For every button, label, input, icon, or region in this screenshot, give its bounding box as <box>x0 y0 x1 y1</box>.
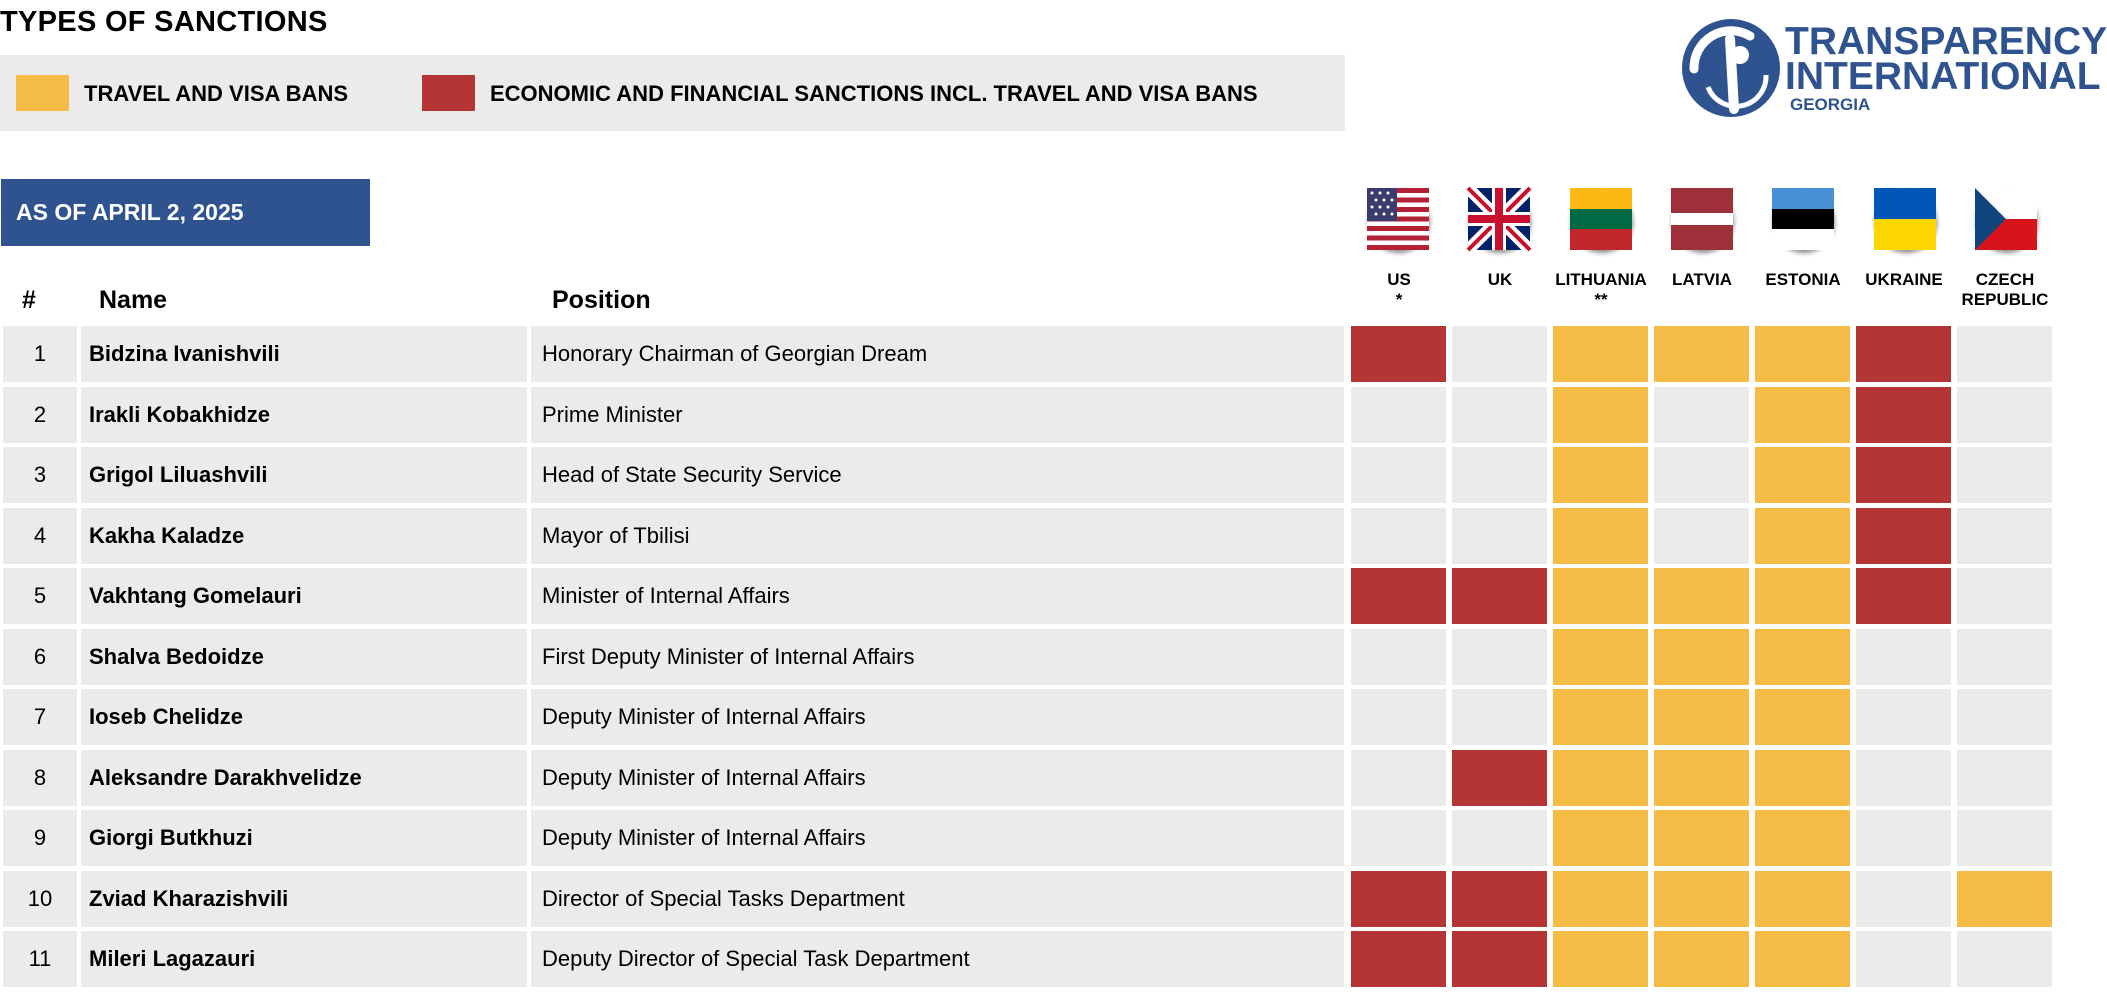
sanction-cell <box>1856 508 1951 564</box>
sanction-cell <box>1351 387 1446 443</box>
sanction-cell <box>1654 508 1749 564</box>
sanction-cell <box>1755 871 1850 927</box>
sanction-cell <box>1957 508 2052 564</box>
sanction-cell <box>1452 871 1547 927</box>
country-label-line1: CZECH <box>1975 270 2035 289</box>
ti-globe-icon <box>1680 17 1782 119</box>
table-row <box>0 447 2060 505</box>
person-position: Mayor of Tbilisi <box>531 508 1344 564</box>
table-row <box>0 629 2060 687</box>
table-row <box>0 750 2060 808</box>
country-label <box>1753 270 1853 290</box>
person-position: Prime Minister <box>531 387 1344 443</box>
sanction-cell <box>1957 750 2052 806</box>
row-number: 9 <box>3 810 77 866</box>
header-position: Position <box>552 286 651 314</box>
person-position: Deputy Minister of Internal Affairs <box>531 689 1344 745</box>
sanction-cell <box>1553 447 1648 503</box>
person-name: Vakhtang Gomelauri <box>81 568 527 624</box>
sanction-cell <box>1351 568 1446 624</box>
sanction-cell <box>1957 689 2052 745</box>
table-row <box>0 689 2060 747</box>
country-label <box>1450 270 1550 290</box>
table-row <box>0 508 2060 566</box>
country-label <box>1652 270 1752 290</box>
person-position: Deputy Minister of Internal Affairs <box>531 750 1344 806</box>
country-label-line1: US <box>1387 270 1411 289</box>
sanction-cell <box>1856 629 1951 685</box>
country-label-line1: UKRAINE <box>1865 270 1943 289</box>
uk-flag-icon <box>1468 188 1530 250</box>
person-name: Kakha Kaladze <box>81 508 527 564</box>
country-label-line2: * <box>1395 290 1403 309</box>
sanction-cell <box>1755 689 1850 745</box>
sanction-cell <box>1351 689 1446 745</box>
row-number: 6 <box>3 629 77 685</box>
sanction-cell <box>1553 568 1648 624</box>
sanction-cell <box>1452 750 1547 806</box>
person-name: Mileri Lagazauri <box>81 931 527 987</box>
row-number: 8 <box>3 750 77 806</box>
sanction-cell <box>1856 931 1951 987</box>
person-position: Honorary Chairman of Georgian Dream <box>531 326 1344 382</box>
sanction-cell <box>1553 689 1648 745</box>
transparency-international-logo <box>1680 17 2107 122</box>
table-row <box>0 326 2060 384</box>
sanction-cell <box>1957 931 2052 987</box>
sanction-cell <box>1957 629 2052 685</box>
sanctions-legend <box>0 55 1345 131</box>
country-label-line1: UK <box>1487 270 1513 289</box>
sanction-cell <box>1654 871 1749 927</box>
sanction-cell <box>1755 326 1850 382</box>
sanction-cell <box>1452 931 1547 987</box>
sanction-cell <box>1351 810 1446 866</box>
person-name: Ioseb Chelidze <box>81 689 527 745</box>
sanction-cell <box>1755 568 1850 624</box>
country-label <box>1955 270 2055 310</box>
travel-ban-label: TRAVEL AND VISA BANS <box>84 81 349 106</box>
sanction-cell <box>1654 447 1749 503</box>
sanction-cell <box>1957 871 2052 927</box>
row-number: 11 <box>3 931 77 987</box>
person-name: Shalva Bedoidze <box>81 629 527 685</box>
sanction-cell <box>1351 629 1446 685</box>
table-row <box>0 931 2060 989</box>
sanction-cell <box>1957 326 2052 382</box>
sanction-cell <box>1856 326 1951 382</box>
sanction-cell <box>1553 750 1648 806</box>
page-title: TYPES OF SANCTIONS <box>0 6 328 38</box>
country-label-line1: LITHUANIA <box>1555 270 1647 289</box>
lithuania-flag-icon <box>1570 188 1632 250</box>
header-name: Name <box>99 286 168 314</box>
row-number: 10 <box>3 871 77 927</box>
sanction-cell <box>1957 568 2052 624</box>
sanction-cell <box>1553 387 1648 443</box>
sanction-cell <box>1856 568 1951 624</box>
sanction-cell <box>1351 871 1446 927</box>
person-position: First Deputy Minister of Internal Affairs <box>531 629 1344 685</box>
sanction-cell <box>1957 447 2052 503</box>
sanction-cell <box>1351 508 1446 564</box>
sanction-cell <box>1856 689 1951 745</box>
person-position: Deputy Minister of Internal Affairs <box>531 810 1344 866</box>
sanction-cell <box>1755 508 1850 564</box>
sanction-cell <box>1957 810 2052 866</box>
sanction-cell <box>1452 810 1547 866</box>
row-number: 7 <box>3 689 77 745</box>
sanction-cell <box>1856 810 1951 866</box>
country-label-line1: ESTONIA <box>1765 270 1841 289</box>
country-label-line1: LATVIA <box>1671 270 1733 289</box>
latvia-flag-icon <box>1671 188 1733 250</box>
sanction-cell <box>1553 871 1648 927</box>
sanction-cell <box>1755 931 1850 987</box>
table-row <box>0 871 2060 929</box>
country-label <box>1551 270 1651 310</box>
sanction-cell <box>1351 326 1446 382</box>
sanction-cell <box>1755 387 1850 443</box>
logo-text-line3: GEORGIA <box>1790 95 1871 114</box>
sanction-cell <box>1654 750 1749 806</box>
country-label <box>1349 270 1449 310</box>
logo-text-line1: TRANSPARENCY <box>1785 20 2107 63</box>
sanction-cell <box>1452 326 1547 382</box>
sanction-cell <box>1553 810 1648 866</box>
sanction-cell <box>1755 629 1850 685</box>
sanction-cell <box>1856 750 1951 806</box>
row-number: 3 <box>3 447 77 503</box>
sanction-cell <box>1452 629 1547 685</box>
sanction-cell <box>1654 931 1749 987</box>
sanction-cell <box>1351 447 1446 503</box>
country-label <box>1854 270 1954 290</box>
sanction-cell <box>1654 568 1749 624</box>
us-flag-icon <box>1367 188 1429 250</box>
date-banner: AS OF APRIL 2, 2025 <box>1 179 370 246</box>
sanction-cell <box>1452 447 1547 503</box>
sanction-cell <box>1452 387 1547 443</box>
sanction-cell <box>1452 508 1547 564</box>
sanction-cell <box>1553 326 1648 382</box>
czech-flag-icon <box>1975 188 2037 250</box>
estonia-flag-icon <box>1772 188 1834 250</box>
person-position: Minister of Internal Affairs <box>531 568 1344 624</box>
row-number: 2 <box>3 387 77 443</box>
sanction-cell <box>1957 387 2052 443</box>
sanction-cell <box>1654 810 1749 866</box>
row-number: 1 <box>3 326 77 382</box>
logo-text-line2: INTERNATIONAL <box>1785 55 2101 98</box>
sanction-cell <box>1755 447 1850 503</box>
sanction-cell <box>1351 750 1446 806</box>
person-position: Head of State Security Service <box>531 447 1344 503</box>
sanction-cell <box>1654 326 1749 382</box>
person-name: Bidzina Ivanishvili <box>81 326 527 382</box>
sanction-cell <box>1856 871 1951 927</box>
ukraine-flag-icon <box>1874 188 1936 250</box>
person-name: Irakli Kobakhidze <box>81 387 527 443</box>
sanction-cell <box>1755 750 1850 806</box>
sanction-cell <box>1654 689 1749 745</box>
sanction-cell <box>1755 810 1850 866</box>
economic-sanctions-label: ECONOMIC AND FINANCIAL SANCTIONS INCL. TRAVEL AND VISA BANS <box>490 81 1258 106</box>
header-number: # <box>22 286 36 314</box>
sanction-cell <box>1654 629 1749 685</box>
person-name: Aleksandre Darakhvelidze <box>81 750 527 806</box>
table-row <box>0 568 2060 626</box>
table-row <box>0 810 2060 868</box>
sanction-cell <box>1553 629 1648 685</box>
sanction-cell <box>1452 568 1547 624</box>
sanction-cell <box>1553 931 1648 987</box>
sanction-cell <box>1452 689 1547 745</box>
sanction-cell <box>1654 387 1749 443</box>
sanction-cell <box>1553 508 1648 564</box>
economic-sanctions-swatch <box>422 75 475 111</box>
person-position: Director of Special Tasks Department <box>531 871 1344 927</box>
sanction-cell <box>1351 931 1446 987</box>
travel-ban-swatch <box>16 75 69 111</box>
person-name: Grigol Liluashvili <box>81 447 527 503</box>
row-number: 4 <box>3 508 77 564</box>
country-label-line2: REPUBLIC <box>1961 290 2049 309</box>
sanction-cell <box>1856 447 1951 503</box>
sanction-cell <box>1856 387 1951 443</box>
person-name: Giorgi Butkhuzi <box>81 810 527 866</box>
person-position: Deputy Director of Special Task Department <box>531 931 1344 987</box>
table-row <box>0 387 2060 445</box>
row-number: 5 <box>3 568 77 624</box>
country-label-line2: ** <box>1594 290 1608 309</box>
person-name: Zviad Kharazishvili <box>81 871 527 927</box>
